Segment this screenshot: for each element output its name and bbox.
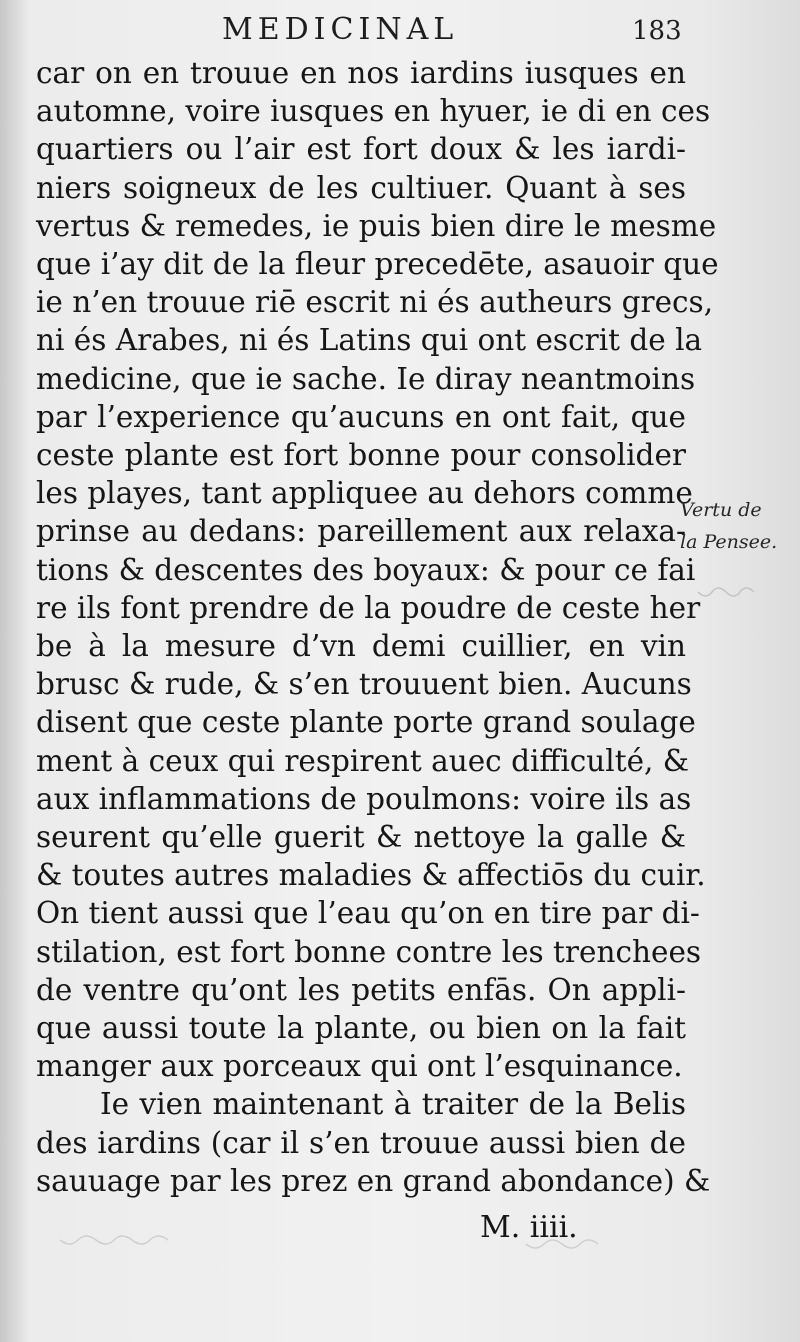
text-line: On tient aussi que l’eau qu’on en tire par di- xyxy=(36,896,700,931)
text-line: & toutes autres maladies & affectiōs du cuir. xyxy=(36,858,706,893)
text-line: aux inflammations de poulmons: voire ils as xyxy=(36,781,692,816)
text-line: de ventre qu’ont les petits enfās. On appli- xyxy=(36,972,686,1007)
text-line: ni és Arabes, ni és Latins qui ont escrit de la xyxy=(36,323,703,358)
text-line: ceste plante est fort bonne pour consolider xyxy=(36,438,686,473)
text-line: que aussi toute la plante, ou bien on la fait xyxy=(36,1011,686,1046)
text-line: par l’experience qu’aucuns en ont fait, que xyxy=(36,399,686,434)
text-line: car on en trouue en nos iardins iusques en xyxy=(36,56,686,90)
marginal-note-line: Vertu de xyxy=(680,499,762,521)
marginal-note-line: la Pensee. xyxy=(680,531,778,553)
text-line: sauuage par les prez en grand abondance) & xyxy=(36,1163,711,1198)
text-line: ment à ceux qui respirent auec difficulté, & xyxy=(36,743,690,778)
text-line: niers soigneux de les cultiuer. Quant à ses xyxy=(36,170,686,205)
marginal-note xyxy=(680,494,798,558)
paragraph-end-line: manger aux porceaux qui ont l’esquinance. xyxy=(36,1049,683,1084)
text-line: medicine, que ie sache. Ie diray neantmoins xyxy=(36,361,696,396)
text-line: stilation, est fort bonne contre les trenchees xyxy=(36,934,702,969)
running-head xyxy=(0,12,800,48)
text-line: brusc & rude, & s’en trouuent bien. Aucuns xyxy=(36,667,692,702)
page-number: 183 xyxy=(632,16,682,46)
running-title: MEDICINAL xyxy=(222,12,459,47)
text-line: les playes, tant appliquee au dehors comme xyxy=(36,476,693,511)
text-line: disent que ceste plante porte grand soulage xyxy=(36,705,696,740)
text-line: re ils font prendre de la poudre de ceste her xyxy=(36,590,701,625)
text-line: quartiers ou l’air est fort doux & les iardi- xyxy=(36,132,686,167)
show-through-mark xyxy=(50,1228,170,1250)
text-line: ie n’en trouue riē escrit ni és autheurs grecs, xyxy=(36,285,714,320)
text-line: que i’ay dit de la fleur precedēte, asauoir que xyxy=(36,247,719,282)
paragraph-start-line: Ie vien maintenant à traiter de la Belis xyxy=(100,1087,686,1122)
text-line: tions & descentes des boyaux: & pour ce fai xyxy=(36,552,696,587)
show-through-mark xyxy=(510,1232,600,1254)
body-text xyxy=(36,54,719,1200)
signature-mark: M. iiii. xyxy=(480,1210,578,1245)
text-line: be à la mesure d’vn demi cuillier, en vin xyxy=(36,629,686,664)
text-line: prinse au dedans: pareillement aux relaxa- xyxy=(36,514,686,549)
text-line: automne, voire iusques en hyuer, ie di en ces xyxy=(36,94,711,129)
text-line: seurent qu’elle guerit & nettoye la galle & xyxy=(36,820,686,855)
text-line: des iardins (car il s’en trouue aussi bien de xyxy=(36,1125,686,1160)
text-line: vertus & remedes, ie puis bien dire le mesme xyxy=(36,208,717,243)
show-through-mark xyxy=(696,580,756,600)
